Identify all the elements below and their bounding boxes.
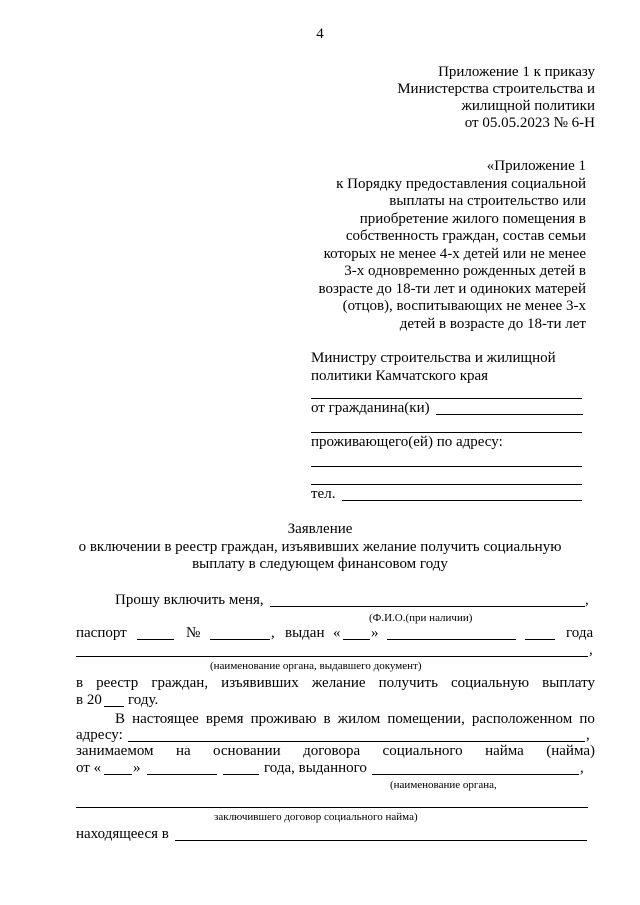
number-sign: № — [186, 625, 201, 641]
title-line-2: о включении в реестр граждан, изъявивших желание получить социальную — [78, 539, 562, 555]
contract-hint: заключившего договор социального найма) — [214, 811, 418, 823]
word: граждан, — [151, 675, 209, 691]
passport-number-field[interactable] — [210, 639, 270, 640]
comma: , — [580, 760, 584, 776]
appendix-order-line: Приложение 1 к приказу — [438, 64, 595, 80]
word: (найма) — [546, 743, 595, 759]
fio-field[interactable] — [270, 606, 585, 607]
blank-line[interactable] — [311, 398, 582, 399]
word: занимаемом — [76, 743, 154, 759]
appendix-procedure-line: 3-х одновременно рожденных детей в — [344, 263, 586, 279]
appendix-procedure-line: детей в возрасте до 18-ти лет — [399, 316, 586, 332]
issuer-field[interactable] — [76, 656, 588, 657]
word: выплату — [542, 675, 595, 691]
word: желание — [311, 675, 366, 691]
appendix-procedure-line: выплаты на строительство или — [389, 193, 586, 209]
org-hint: (наименование органа, — [390, 779, 497, 791]
word: найма — [485, 743, 524, 759]
appendix-procedure-line: собственность граждан, состав семьи — [345, 228, 586, 244]
word: на — [175, 743, 191, 759]
word: получить — [378, 675, 438, 691]
word: основании — [213, 743, 281, 759]
blank-line[interactable] — [311, 432, 582, 433]
close-quote: » — [371, 625, 379, 641]
citizen-name-field[interactable] — [436, 414, 583, 415]
comma: , — [271, 625, 275, 641]
issue-day-field[interactable] — [343, 639, 370, 640]
word: расположенном — [471, 711, 573, 727]
word: проживаю — [250, 711, 317, 727]
located-in-label: находящееся в — [76, 826, 169, 842]
addressee-line-2: политики Камчатского края — [311, 368, 489, 384]
issuer-hint: (наименование органа, выдавшего документ) — [210, 660, 422, 672]
issued-label: выдан — [285, 625, 325, 641]
comma: , — [589, 642, 593, 658]
issue-month-field[interactable] — [387, 639, 516, 640]
appendix-procedure-line: возрасте до 18-ти лет и одиноких матерей — [318, 281, 586, 297]
request-text: Прошу включить меня, — [115, 592, 264, 608]
issuing-org-field[interactable] — [372, 774, 579, 775]
occupied-line — [76, 743, 595, 760]
close-quote: » — [133, 760, 141, 776]
appendix-order-line: Министерства строительства и — [397, 81, 595, 97]
located-in-field[interactable] — [175, 840, 587, 841]
year-field[interactable] — [104, 706, 124, 707]
comma: , — [585, 592, 589, 608]
passport-series-field[interactable] — [137, 639, 174, 640]
word: настоящее — [132, 711, 199, 727]
year-suffix: году. — [128, 692, 159, 708]
address-field-line[interactable] — [311, 484, 582, 485]
current-residence-line — [115, 711, 595, 728]
appendix-procedure-line: к Порядку предоставления социальной — [336, 176, 586, 192]
appendix-order-line: от 05.05.2023 № 6-Н — [464, 115, 595, 131]
contract-month-field[interactable] — [147, 774, 217, 775]
passport-label: паспорт — [76, 625, 127, 641]
issue-year-field[interactable] — [525, 639, 555, 640]
open-quote: « — [333, 625, 341, 641]
word: В — [115, 711, 126, 727]
page-number: 4 — [316, 26, 324, 42]
from-citizen-label: от гражданина(ки) — [311, 400, 430, 416]
word: время — [205, 711, 244, 727]
appendix-procedure-line: «Приложение 1 — [486, 158, 586, 174]
word: в — [323, 711, 331, 727]
year-word: года — [566, 625, 594, 641]
fio-hint: (Ф.И.О.(при наличии) — [369, 612, 473, 624]
title-line-1: Заявление — [287, 521, 353, 537]
word: в — [76, 675, 84, 691]
word: реестр — [96, 675, 139, 691]
registry-line — [76, 675, 595, 692]
issuing-org-field-2[interactable] — [76, 807, 588, 808]
word: жилом — [337, 711, 381, 727]
addressee-line-1: Министру строительства и жилищной — [311, 350, 556, 366]
word: по — [579, 711, 595, 727]
phone-label: тел. — [311, 486, 336, 502]
residing-label: проживающего(ей) по адресу: — [311, 434, 503, 450]
appendix-procedure-line: которых не менее 4-х детей или не менее — [323, 246, 586, 262]
year-issued-text: года, выданного — [264, 760, 367, 776]
phone-field[interactable] — [342, 500, 582, 501]
year-prefix: в 20 — [76, 692, 102, 708]
address-field[interactable] — [128, 741, 585, 742]
contract-year-field[interactable] — [223, 774, 259, 775]
appendix-procedure-line: (отцов), воспитывающих не менее 3-х — [342, 298, 586, 314]
word: социального — [382, 743, 463, 759]
word: изъявивших — [221, 675, 299, 691]
appendix-procedure-line: приобретение жилого помещения в — [359, 211, 586, 227]
comma: , — [586, 727, 590, 743]
contract-day-field[interactable] — [104, 774, 132, 775]
appendix-order-line: жилищной политики — [461, 98, 595, 114]
word: помещении, — [387, 711, 465, 727]
address-label: адресу: — [76, 727, 123, 743]
word: договора — [303, 743, 361, 759]
word: социальную — [451, 675, 530, 691]
contract-from-label: от « — [76, 760, 102, 776]
address-field-line[interactable] — [311, 466, 582, 467]
title-line-3: выплату в следующем финансовом году — [192, 556, 448, 572]
